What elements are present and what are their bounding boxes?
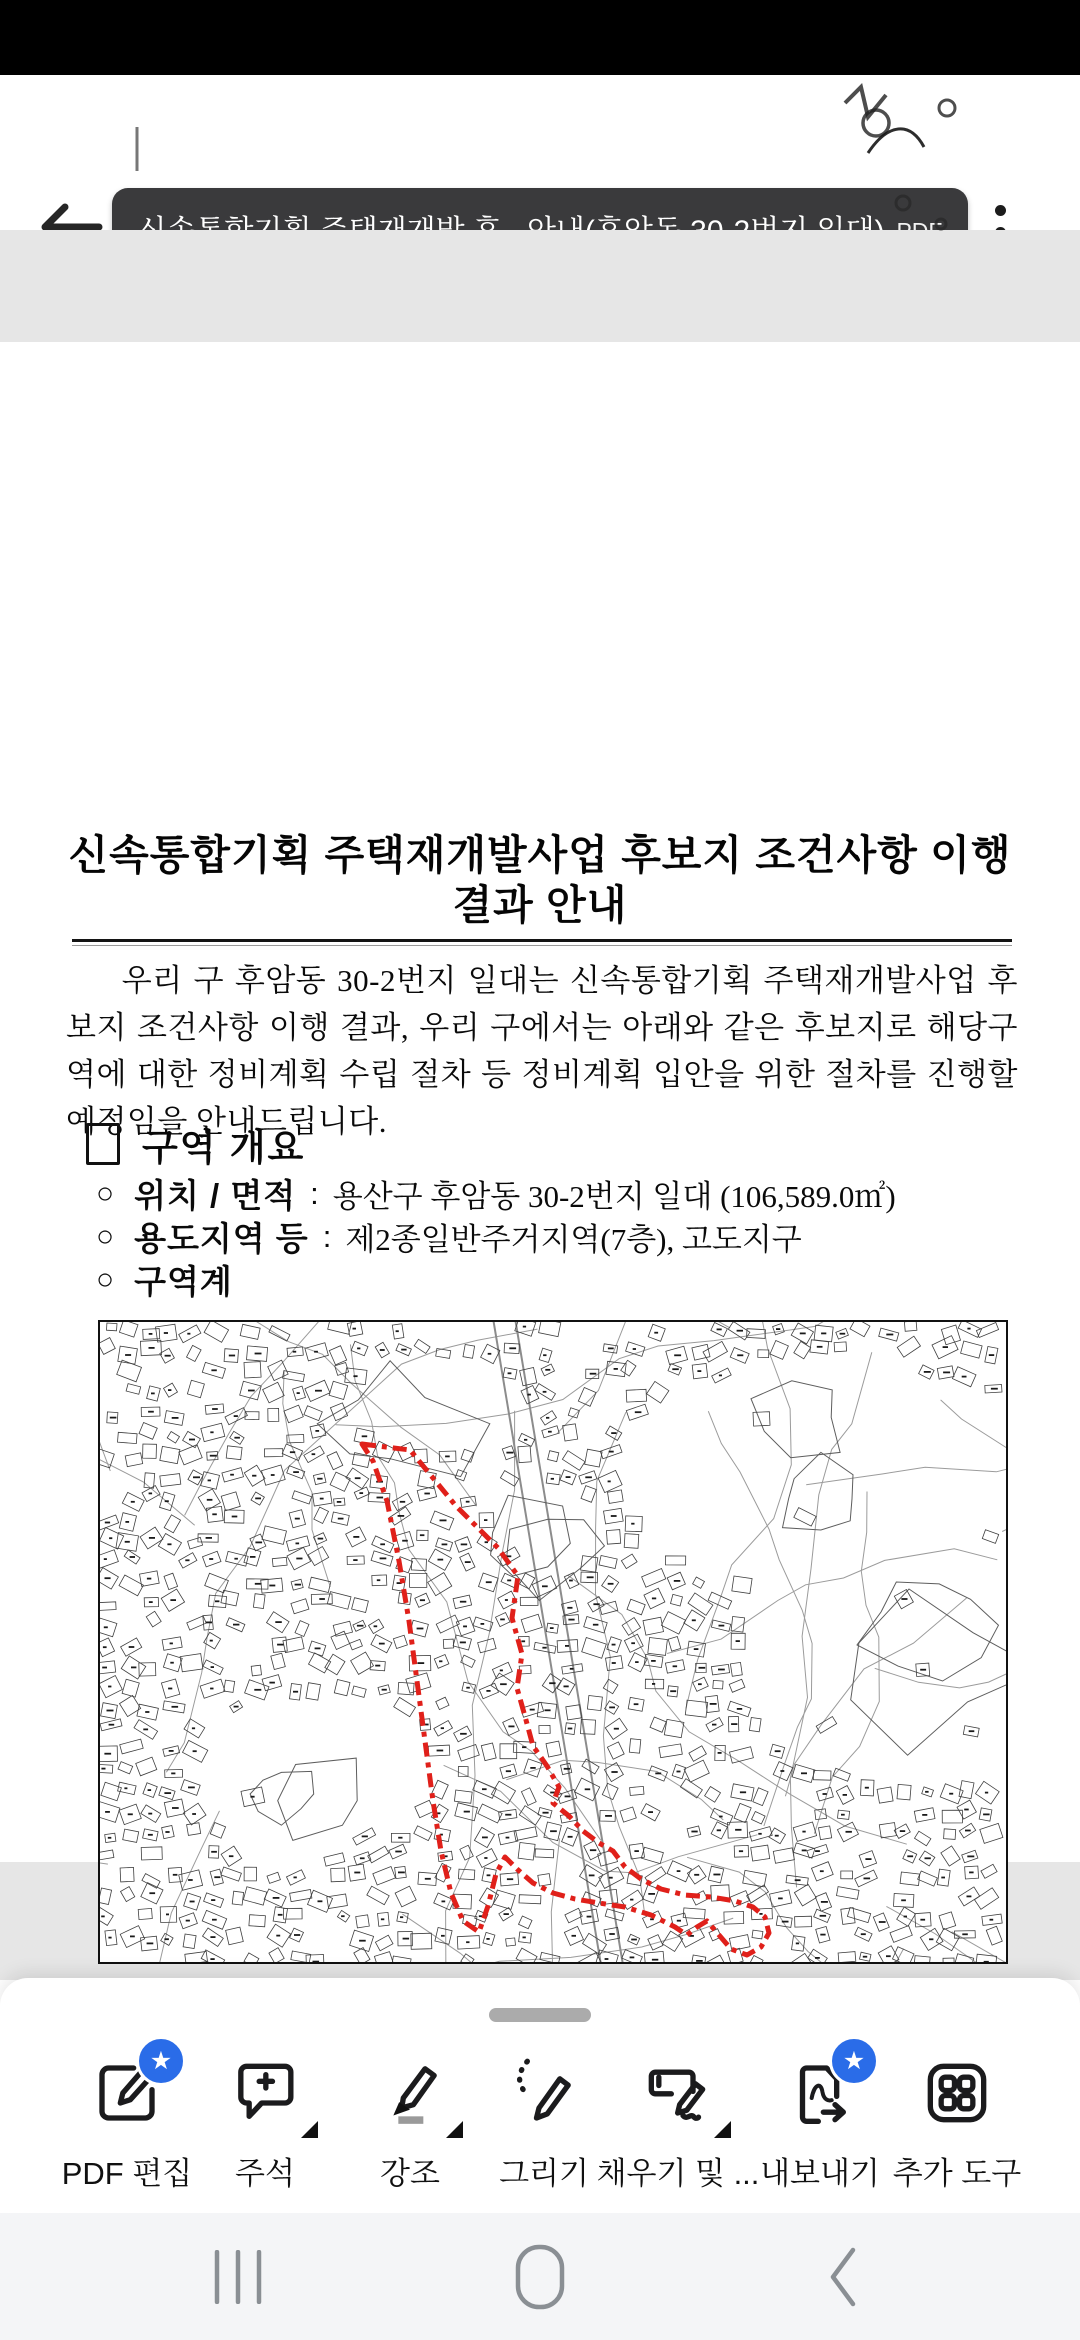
sheet-drag-handle[interactable]: [489, 2008, 591, 2022]
system-nav-bar: [0, 2213, 1080, 2340]
toolbar-item-label: 주석: [235, 2156, 295, 2191]
circle-bullet-icon: ○: [96, 1262, 115, 1296]
export-pdf-icon: [777, 2047, 866, 2134]
nav-home-button[interactable]: [460, 2213, 620, 2340]
cadastral-map-drawing: [100, 1322, 1006, 1962]
tools-bottom-sheet: [0, 1978, 1080, 2213]
star-badge-icon: ★: [829, 2036, 879, 2086]
star-badge-icon: ★: [136, 2036, 186, 2086]
highlighter-icon: [367, 2052, 453, 2134]
item-value: 제2종일반주거지역(7층), 고도지구: [345, 1222, 802, 1257]
dropdown-caret-icon: [714, 2121, 731, 2138]
three-dot-menu-icon: [995, 205, 1006, 216]
item-separator: :: [322, 1218, 332, 1254]
heading-underline: [72, 939, 1012, 946]
toolbar-item-label: 내보내기: [760, 2156, 880, 2191]
toolbar-item-label: 채우기 및 ...: [596, 2156, 760, 2191]
toolbar-item-label: PDF 편집: [61, 2156, 193, 2191]
edit-pencil-square-icon: [84, 2047, 173, 2134]
toolbar-item-label: 추가 도구: [892, 2156, 1022, 2191]
overview-item: [96, 1172, 1016, 1215]
item-label: 용도지역 등: [134, 1220, 309, 1257]
nav-back-button[interactable]: [763, 2213, 923, 2340]
item-label: 위치 / 면적: [134, 1177, 297, 1214]
dropdown-caret-icon: [301, 2121, 318, 2138]
item-separator: :: [310, 1175, 319, 1211]
item-label: 구역계: [134, 1263, 233, 1300]
item-value: 용산구 후암동 30-2번지 일대 (106,589.0㎡): [332, 1179, 896, 1214]
document-heading-line1: 신속통합기획 주택재개발사업 후보지 조건사항 이행: [68, 832, 1012, 878]
section-item-list: [96, 1172, 1016, 1301]
document-heading-line2: 결과 안내: [452, 882, 628, 928]
toolbar-item-label: 강조: [380, 2156, 440, 2191]
toolbar-item-more-tools-grid[interactable]: [872, 2052, 1042, 2193]
section-header: [86, 1120, 305, 1168]
cadastral-map: [98, 1320, 1008, 1964]
back-chevron-icon: [830, 2247, 856, 2307]
viewer-background: [0, 230, 1080, 342]
section-title: 구역 개요: [142, 1127, 306, 1168]
overview-item: [96, 1215, 1016, 1258]
nav-recents-button[interactable]: [158, 2213, 318, 2340]
toolbar-item-label: 그리기: [499, 2156, 589, 2191]
circle-bullet-icon: ○: [96, 1176, 115, 1210]
checkbox-square-icon: [86, 1123, 120, 1165]
pdf-page: [0, 342, 1080, 1862]
circle-bullet-icon: ○: [96, 1219, 115, 1253]
more-tools-grid-icon: [914, 2052, 1000, 2134]
status-bar: [0, 0, 1080, 75]
body-paragraph: 우리 구 후암동 30-2번지 일대는 신속통합기획 주택재개발사업 후보지 조건사항 이행 결과, 우리 구에서는 아래와 같은 후보지로 해당구역에 대한 정비계획 수립 절차 등 정비계획 입안을 위한 절차를 진행할 예정임을 안내드립니다.: [66, 963, 1018, 1139]
document-heading: [40, 830, 1040, 930]
comment-plus-icon: [222, 2052, 308, 2134]
draw-pencil-icon: [501, 2052, 587, 2134]
recents-icon: [213, 2250, 263, 2304]
fill-sign-icon: [635, 2052, 721, 2134]
app-header: [0, 75, 1080, 230]
overview-item: [96, 1258, 1016, 1301]
home-icon: [515, 2244, 565, 2310]
